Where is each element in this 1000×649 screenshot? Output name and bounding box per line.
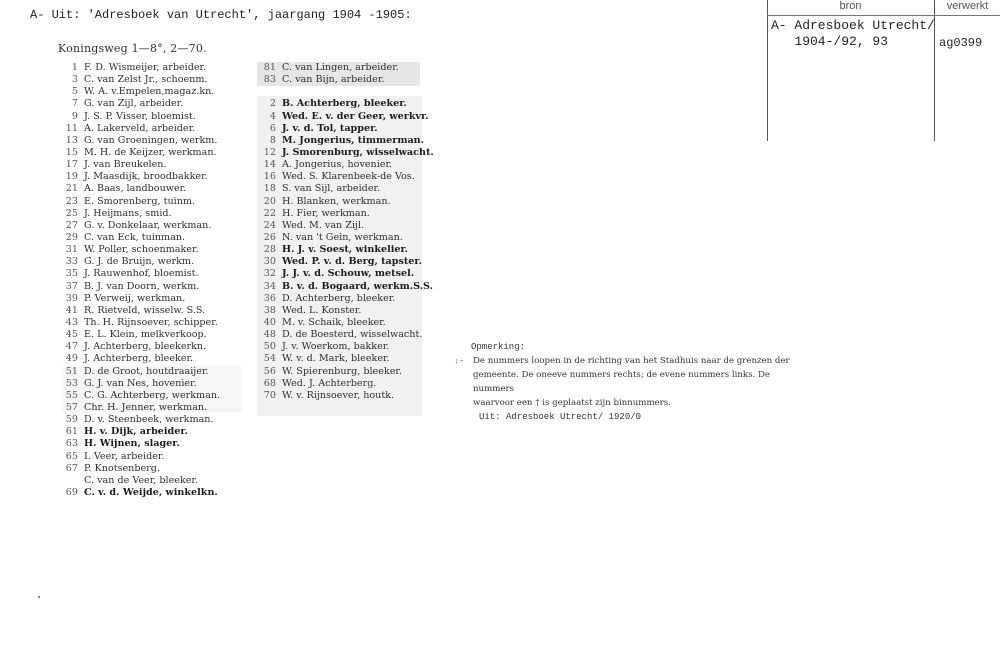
resident-name: J. Rauwenhof, bloemist. bbox=[84, 268, 199, 280]
address-entry bbox=[52, 451, 220, 463]
address-entry bbox=[250, 98, 434, 110]
scanned-clipping bbox=[52, 36, 434, 498]
address-entry bbox=[250, 135, 434, 147]
address-entry bbox=[250, 171, 434, 183]
address-entry bbox=[52, 341, 220, 353]
address-entry bbox=[250, 390, 434, 402]
resident-name: J. J. v. d. Schouw, metsel. bbox=[282, 268, 415, 280]
resident-name: Wed. P. v. d. Berg, tapster. bbox=[282, 256, 422, 268]
resident-name: W. A. v.Empelen,magaz.kn. bbox=[84, 86, 215, 98]
resident-name: Wed. L. Konster. bbox=[282, 304, 362, 316]
address-entry bbox=[52, 62, 220, 74]
address-entry bbox=[250, 317, 434, 329]
resident-name: D. Achterberg, bleeker. bbox=[282, 292, 396, 304]
house-number: 35 bbox=[65, 268, 78, 280]
column-header-bron: bron bbox=[839, 0, 862, 12]
remark-line-1: De nummers loopen in de richting van het Stadhuis naar de grenzen der bbox=[473, 356, 790, 366]
address-entry bbox=[250, 244, 434, 256]
address-entry bbox=[52, 281, 220, 293]
resident-name: G. J. de Bruijn, werkm. bbox=[84, 256, 195, 268]
resident-name: D. de Boesterd, wisselwacht. bbox=[282, 329, 423, 341]
resident-name: J. Maasdijk, broodbakker. bbox=[84, 171, 208, 183]
resident-name: H. Blanken, werkman. bbox=[282, 195, 391, 207]
house-number: 54 bbox=[263, 353, 276, 365]
address-entry bbox=[250, 196, 434, 208]
house-number: 65 bbox=[65, 450, 78, 462]
house-number: 27 bbox=[65, 219, 78, 231]
address-entry bbox=[250, 366, 434, 378]
remark-line-2: gemeente. De oneeve nummers rechts; de evene nummers links. De nummers bbox=[473, 370, 770, 394]
resident-name: P. Knotsenberg. bbox=[84, 462, 160, 474]
house-number: 57 bbox=[65, 401, 78, 413]
resident-name: R. Rietveld, wisselw. S.S. bbox=[84, 304, 206, 316]
resident-name: B. J. van Doorn, werkm. bbox=[84, 280, 200, 292]
house-number: 47 bbox=[65, 341, 78, 353]
resident-name: J. van Breukelen. bbox=[84, 159, 167, 171]
address-entry bbox=[250, 268, 434, 280]
resident-name: Wed. E. v. der Geer, werkvr. bbox=[282, 110, 429, 122]
address-entry bbox=[52, 378, 220, 390]
resident-name: H. v. Dijk, arbeider. bbox=[84, 426, 188, 438]
address-entry bbox=[52, 487, 220, 499]
address-entry bbox=[250, 123, 434, 135]
resident-name: S. van Sijl, arbeider. bbox=[282, 183, 381, 195]
house-number: 24 bbox=[263, 219, 276, 231]
house-number: 1 bbox=[71, 62, 78, 73]
address-entry bbox=[250, 74, 434, 86]
address-entry bbox=[250, 353, 434, 365]
house-number: 55 bbox=[65, 389, 78, 401]
resident-name: J. Heijmans, smid. bbox=[84, 207, 172, 219]
table-divider bbox=[767, 0, 768, 141]
house-number: 21 bbox=[65, 183, 78, 195]
address-entry bbox=[52, 220, 220, 232]
address-entry bbox=[250, 281, 434, 293]
house-number: 41 bbox=[65, 304, 78, 316]
address-entry bbox=[52, 86, 220, 98]
address-entry bbox=[52, 171, 220, 183]
resident-name: C. van Lingen, arbeider. bbox=[282, 62, 399, 73]
resident-name: F. D. Wismeijer, arbeider. bbox=[84, 62, 207, 73]
house-number: 68 bbox=[263, 377, 276, 389]
resident-name: H. J. v. Soest, winkelier. bbox=[282, 244, 408, 256]
resident-name: C. van Eck, tuinman. bbox=[84, 231, 186, 243]
house-number: 7 bbox=[71, 98, 78, 110]
resident-name: J. S. P. Visser, bloemist. bbox=[84, 110, 196, 122]
house-number: 49 bbox=[65, 353, 78, 365]
house-number: 6 bbox=[269, 122, 276, 134]
address-entry bbox=[250, 183, 434, 195]
address-entry bbox=[52, 123, 220, 135]
address-entry bbox=[250, 293, 434, 305]
house-number: 4 bbox=[269, 110, 276, 122]
house-number: 32 bbox=[263, 268, 276, 280]
house-number: 51 bbox=[65, 365, 78, 377]
address-entry bbox=[52, 366, 220, 378]
house-number: 38 bbox=[263, 304, 276, 316]
resident-name: J. Smorenburg, wisselwacht. bbox=[282, 146, 434, 158]
resident-name: J. v. d. Tol, tapper. bbox=[282, 122, 378, 134]
house-number: 37 bbox=[65, 280, 78, 292]
house-number: 61 bbox=[65, 426, 78, 438]
house-number: 67 bbox=[65, 462, 78, 474]
resident-name: G. J. van Nes, hovenier. bbox=[84, 377, 197, 389]
house-number: 30 bbox=[263, 256, 276, 268]
remark-source: Uit: Adresboek Utrecht/ 1920/0 bbox=[479, 412, 642, 422]
resident-name: N. van 't Gein, werkman. bbox=[282, 231, 403, 243]
resident-name: B. Achterberg, bleeker. bbox=[282, 98, 407, 110]
house-number: 9 bbox=[71, 110, 78, 122]
address-entry bbox=[52, 402, 220, 414]
resident-name: P. Verweij, werkman. bbox=[84, 292, 186, 304]
house-number: 45 bbox=[65, 329, 78, 341]
resident-name: H. Wijnen, slager. bbox=[84, 438, 180, 450]
address-entry bbox=[52, 244, 220, 256]
resident-name: I. Veer, arbeider. bbox=[84, 450, 165, 462]
address-entry bbox=[52, 475, 220, 487]
address-entry bbox=[52, 317, 220, 329]
remark-line-3: waarvoor een † is geplaatst zijn binnummers. bbox=[473, 398, 671, 408]
remark-title: Opmerking: bbox=[471, 342, 526, 352]
resident-name: J. Achterberg, bleekerkn. bbox=[84, 341, 207, 353]
address-entry bbox=[52, 183, 220, 195]
house-number: 40 bbox=[263, 316, 276, 328]
address-entry bbox=[52, 305, 220, 317]
house-number: 14 bbox=[263, 159, 276, 171]
house-number: 11 bbox=[65, 122, 78, 134]
processed-code: ag0399 bbox=[939, 36, 983, 50]
house-number: 34 bbox=[263, 280, 276, 292]
resident-name: Wed. J. Achterberg. bbox=[282, 377, 377, 389]
house-number: 15 bbox=[65, 146, 78, 158]
house-number: 16 bbox=[263, 171, 276, 183]
house-number: 33 bbox=[65, 256, 78, 268]
address-entry bbox=[52, 147, 220, 159]
address-entry bbox=[250, 147, 434, 159]
house-number: 39 bbox=[65, 292, 78, 304]
resident-name: W. v. d. Mark, bleeker. bbox=[282, 353, 390, 365]
house-number: 56 bbox=[263, 365, 276, 377]
address-entry bbox=[250, 341, 434, 353]
resident-name: C. van Zelst Jr., schoenm. bbox=[84, 74, 208, 86]
address-entry bbox=[52, 438, 220, 450]
house-number: 31 bbox=[65, 244, 78, 256]
resident-name: G. van Zijl, arbeider. bbox=[84, 98, 184, 110]
resident-name: J. Achterberg, bleeker. bbox=[84, 353, 194, 365]
address-entry bbox=[52, 329, 220, 341]
address-entry bbox=[250, 305, 434, 317]
resident-name: A. Baas, landbouwer. bbox=[84, 183, 187, 195]
resident-name: Wed. M. van Zijl. bbox=[282, 219, 365, 231]
resident-name: M. v. Schaik, bleeker. bbox=[282, 316, 386, 328]
address-entry bbox=[250, 378, 434, 390]
resident-name: D. v. Steenbeek, werkman. bbox=[84, 414, 214, 426]
house-number: 3 bbox=[71, 74, 78, 86]
house-number: 53 bbox=[65, 377, 78, 389]
address-entry bbox=[52, 135, 220, 147]
resident-name: A. Jongerius, hovenier. bbox=[282, 159, 393, 171]
address-entry bbox=[250, 208, 434, 220]
resident-name: G. van Groeningen, werkm. bbox=[84, 134, 218, 146]
house-number: 5 bbox=[71, 86, 78, 98]
column-header-verwerkt: verwerkt bbox=[946, 0, 989, 12]
resident-name: E. L. Klein, melkverkoop. bbox=[84, 329, 207, 341]
address-entry bbox=[250, 232, 434, 244]
source-table bbox=[767, 0, 1000, 141]
address-entry bbox=[52, 390, 220, 402]
address-entry bbox=[250, 62, 434, 74]
address-entry bbox=[52, 232, 220, 244]
house-number: 36 bbox=[263, 292, 276, 304]
house-number: 48 bbox=[263, 329, 276, 341]
house-number: 26 bbox=[263, 231, 276, 243]
address-entry bbox=[250, 86, 434, 98]
remark-block bbox=[455, 340, 800, 424]
house-number: 12 bbox=[263, 146, 276, 158]
address-entry bbox=[52, 111, 220, 123]
address-entry bbox=[52, 463, 220, 475]
house-number: 43 bbox=[65, 316, 78, 328]
source-line-1: A- Adresboek Utrecht/ bbox=[771, 18, 935, 33]
house-number: 8 bbox=[269, 134, 276, 146]
resident-name: G. v. Donkelaar, werkman. bbox=[84, 219, 212, 231]
house-number: 81 bbox=[263, 62, 276, 73]
scan-speck bbox=[38, 596, 40, 598]
resident-name: W. v. Rijnsoever, houtk. bbox=[282, 389, 395, 401]
resident-name: M. H. de Keijzer, werkman. bbox=[84, 146, 217, 158]
resident-name: M. Jongerius, timmerman. bbox=[282, 134, 424, 146]
address-entry bbox=[250, 111, 434, 123]
house-number: 63 bbox=[65, 438, 78, 450]
resident-name: Wed. S. Klarenbeek-de Vos. bbox=[282, 171, 415, 183]
address-entry bbox=[52, 256, 220, 268]
resident-name: D. de Groot, houtdraaijer. bbox=[84, 365, 209, 377]
resident-name: W. Spierenburg, bleeker. bbox=[282, 365, 402, 377]
address-column-left bbox=[52, 62, 220, 499]
address-entry bbox=[52, 426, 220, 438]
house-number: 18 bbox=[263, 183, 276, 195]
house-number: 19 bbox=[65, 171, 78, 183]
address-column-right bbox=[250, 62, 434, 402]
house-number: 17 bbox=[65, 159, 78, 171]
house-number: 23 bbox=[65, 195, 78, 207]
address-entry bbox=[250, 329, 434, 341]
house-number: 70 bbox=[263, 389, 276, 401]
house-number: 20 bbox=[263, 195, 276, 207]
remark-bullet: : - bbox=[455, 356, 463, 365]
house-number: 29 bbox=[65, 231, 78, 243]
source-cell bbox=[771, 18, 935, 50]
address-entry bbox=[52, 74, 220, 86]
house-number: 22 bbox=[263, 207, 276, 219]
resident-name: E. Smorenberg, tuinm. bbox=[84, 195, 196, 207]
house-number: 69 bbox=[65, 486, 78, 498]
resident-name: J. v. Woerkom, bakker. bbox=[282, 341, 390, 353]
house-number: 50 bbox=[263, 341, 276, 353]
address-entry bbox=[52, 159, 220, 171]
resident-name: Chr. H. Jenner, werkman. bbox=[84, 401, 208, 413]
house-number: 2 bbox=[269, 98, 276, 110]
resident-name: Th. H. Rijnsoever, schipper. bbox=[84, 316, 218, 328]
address-entry bbox=[52, 293, 220, 305]
address-entry bbox=[52, 98, 220, 110]
resident-name: C. v. d. Weijde, winkelkn. bbox=[84, 486, 218, 498]
house-number: 28 bbox=[263, 244, 276, 256]
address-entry bbox=[250, 159, 434, 171]
resident-name: A. Lakerveld, arbeider. bbox=[84, 122, 196, 134]
source-line-2: 1904-/92, 93 bbox=[771, 34, 889, 49]
house-number: 59 bbox=[65, 414, 78, 426]
address-entry bbox=[250, 256, 434, 268]
house-number: 13 bbox=[65, 134, 78, 146]
address-entry bbox=[52, 414, 220, 426]
resident-name: C. van de Veer, bleeker. bbox=[84, 474, 199, 486]
house-number: 83 bbox=[263, 74, 276, 86]
street-title: Koningsweg 1—8°, 2—70. bbox=[58, 42, 207, 55]
address-entry bbox=[52, 268, 220, 280]
table-header-rule bbox=[767, 15, 1000, 16]
resident-name: H. Fier, werkman. bbox=[282, 207, 370, 219]
resident-name: W. Poller, schoenmaker. bbox=[84, 244, 199, 256]
resident-name: C. G. Achterberg, werkman. bbox=[84, 389, 221, 401]
address-entry bbox=[52, 353, 220, 365]
address-entry bbox=[52, 208, 220, 220]
resident-name: B. v. d. Bogaard, werkm.S.S. bbox=[282, 280, 433, 292]
document-heading: A- Uit: 'Adresboek van Utrecht', jaargang 1904 -1905: bbox=[30, 8, 412, 22]
address-entry bbox=[52, 196, 220, 208]
address-entry bbox=[250, 220, 434, 232]
house-number: 25 bbox=[65, 207, 78, 219]
resident-name: C. van Bijn, arbeider. bbox=[282, 74, 385, 86]
